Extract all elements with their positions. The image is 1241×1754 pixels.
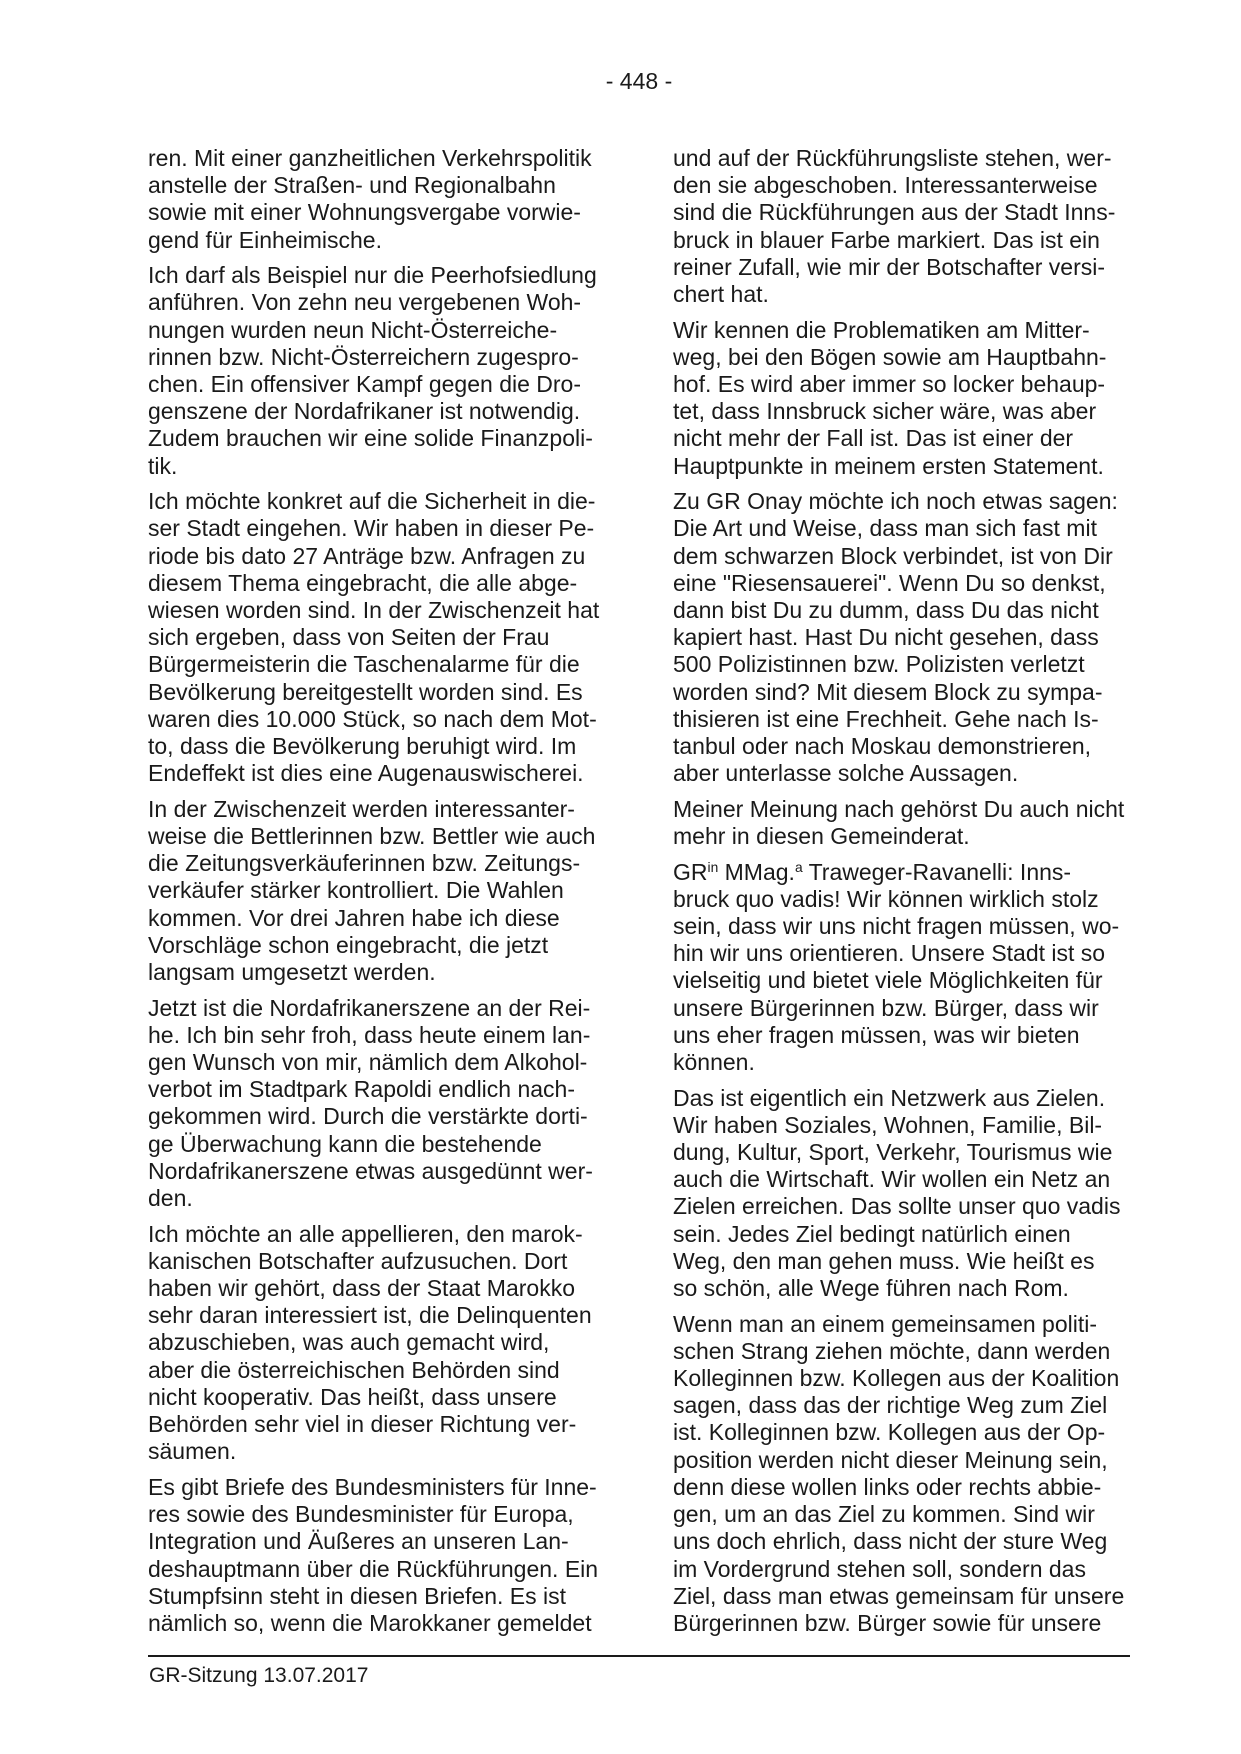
text-line: kommen. Vor drei Jahren habe ich diese <box>148 904 560 931</box>
text-line: verbot im Stadtpark Rapoldi endlich nach- <box>148 1076 576 1103</box>
text-line: sagen, dass das der richtige Weg zum Ziel <box>673 1392 1108 1419</box>
superscript-text: a <box>794 860 803 876</box>
text-line: können. <box>673 1049 755 1076</box>
text-line: 500 Polizistinnen bzw. Polizisten verletzt <box>673 651 1085 678</box>
text-line: nungen wurden neun Nicht-Österreiche- <box>148 316 558 343</box>
paragraph <box>673 488 1183 787</box>
text-line: riode bis dato 27 Anträge bzw. Anfragen zu <box>148 542 586 569</box>
paragraph <box>673 317 1183 480</box>
text-line: Wenn man an einem gemeinsamen politi- <box>673 1310 1098 1337</box>
text-line: nicht mehr der Fall ist. Das ist einer der <box>673 425 1074 452</box>
text-line: sind die Rückführungen aus der Stadt Inns- <box>673 199 1116 226</box>
text-line: Hauptpunkte in meinem ersten Statement. <box>673 452 1104 479</box>
text-line: chen. Ein offensiver Kampf gegen die Dro- <box>148 371 581 398</box>
text-line: tanbul oder nach Moskau demonstrieren, <box>673 733 1092 760</box>
text-line: aber unterlasse solche Aussagen. <box>673 760 1019 787</box>
text-line: uns doch ehrlich, dass nicht der sture Weg <box>673 1528 1108 1555</box>
text-line: mehr in diesen Gemeinderat. <box>673 823 970 850</box>
text-line: Ziel, dass man etwas gemeinsam für unsere <box>673 1582 1125 1609</box>
text-line: weise die Bettlerinnen bzw. Bettler wie auch <box>148 823 596 850</box>
text-line: dem schwarzen Block verbindet, ist von Dir <box>673 542 1113 569</box>
text-line: Bürgermeisterin die Taschenalarme für die <box>148 651 580 678</box>
text-line: gekommen wird. Durch die verstärkte dorti- <box>148 1103 588 1130</box>
text-line: Endeffekt ist dies eine Augenauswischerei. <box>148 760 584 787</box>
text-line: uns eher fragen müssen, was wir bieten <box>673 1021 1080 1048</box>
text-line: die Zeitungsverkäuferinnen bzw. Zeitungs- <box>148 850 581 877</box>
text-segment: GR <box>673 858 708 885</box>
column-left <box>148 145 658 1646</box>
paragraph <box>673 796 1183 850</box>
text-line: den. <box>148 1185 193 1212</box>
text-line: sehr daran interessiert ist, die Delinquenten <box>148 1302 592 1329</box>
text-line: ist. Kolleginnen bzw. Kollegen aus der Op- <box>673 1419 1106 1446</box>
text-line: denn diese wollen links oder rechts abbie- <box>673 1473 1102 1500</box>
text-line: Die Art und Weise, dass man sich fast mit <box>673 515 1097 542</box>
text-line: so schön, alle Wege führen nach Rom. <box>673 1275 1069 1302</box>
text-line: Jetzt ist die Nordafrikanerszene an der Rei- <box>148 994 591 1021</box>
text-line: Zudem brauchen wir eine solide Finanzpoli- <box>148 425 593 452</box>
paragraph <box>148 488 658 787</box>
text-line: im Vordergrund stehen soll, sondern das <box>673 1555 1086 1582</box>
text-line: to, dass die Bevölkerung beruhigt wird. Im <box>148 733 577 760</box>
text-line: nämlich so, wenn die Marokkaner gemeldet <box>148 1609 592 1636</box>
text-line: worden sind? Mit diesem Block zu sympa- <box>673 678 1103 705</box>
text-line: ser Stadt eingehen. Wir haben in dieser Pe- <box>148 515 595 542</box>
text-line: chert hat. <box>673 281 769 308</box>
text-line: sich ergeben, dass von Seiten der Frau <box>148 624 550 651</box>
text-line: waren dies 10.000 Stück, so nach dem Mot- <box>148 705 597 732</box>
text-line: weg, bei den Bögen sowie am Hauptbahn- <box>673 343 1107 370</box>
text-line: und auf der Rückführungsliste stehen, wer- <box>673 145 1112 171</box>
paragraph <box>148 1474 658 1637</box>
paragraph <box>673 1085 1183 1303</box>
text-line: ren. Mit einer ganzheitlichen Verkehrspolitik <box>148 145 592 171</box>
text-line: sowie mit einer Wohnungsvergabe vorwie- <box>148 199 581 226</box>
text-line: haben wir gehört, dass der Staat Marokko <box>148 1275 576 1302</box>
text-line: dann bist Du zu dumm, dass Du das nicht <box>673 597 1099 624</box>
text-line: bruck quo vadis! Wir können wirklich stolz <box>673 885 1099 912</box>
text-line: langsam umgesetzt werden. <box>148 959 436 986</box>
text-line: he. Ich bin sehr froh, dass heute einem lan- <box>148 1021 591 1048</box>
text-line: res sowie des Bundesminister für Europa, <box>148 1501 574 1528</box>
text-line: Ich möchte konkret auf die Sicherheit in die- <box>148 488 596 515</box>
text-line: Weg, den man gehen muss. Wie heißt es <box>673 1247 1095 1274</box>
text-line: anführen. Von zehn neu vergebenen Woh- <box>148 289 582 316</box>
text-line <box>673 859 1183 886</box>
text-line: aber die österreichischen Behörden sind <box>148 1356 560 1383</box>
text-line: sein, dass wir uns nicht fragen müssen, wo- <box>673 913 1120 940</box>
paragraph <box>673 859 1183 1077</box>
text-line: schen Strang ziehen möchte, dann werden <box>673 1337 1111 1364</box>
text-line: Integration und Äußeres an unseren Lan- <box>148 1528 569 1555</box>
superscript-text: in <box>707 860 719 876</box>
text-line: thisieren ist eine Frechheit. Gehe nach Is- <box>673 705 1099 732</box>
footer-text: GR-Sitzung 13.07.2017 <box>149 1664 369 1687</box>
text-line: Es gibt Briefe des Bundesministers für Inne- <box>148 1473 597 1500</box>
text-line: bruck in blauer Farbe markiert. Das ist ein <box>673 226 1100 253</box>
text-line: Wir kennen die Problematiken am Mitter- <box>673 316 1090 343</box>
text-line: In der Zwischenzeit werden interessanter- <box>148 795 575 822</box>
text-line: säumen. <box>148 1438 237 1465</box>
paragraph <box>673 1311 1183 1637</box>
text-line: Nordafrikanerszene etwas ausgedünnt wer- <box>148 1157 593 1184</box>
paragraph <box>148 262 658 480</box>
text-line: anstelle der Straßen- und Regionalbahn <box>148 172 556 199</box>
paragraph <box>148 145 658 254</box>
text-line: Ich möchte an alle appellieren, den marok- <box>148 1220 583 1247</box>
text-line: nicht kooperativ. Das heißt, dass unsere <box>148 1383 557 1410</box>
paragraph <box>148 1221 658 1466</box>
text-line: Stumpfsinn steht in diesen Briefen. Es ist <box>148 1582 567 1609</box>
footer-divider <box>148 1655 1130 1657</box>
text-line: kanischen Botschafter aufzusuchen. Dort <box>148 1247 568 1274</box>
text-line: hin wir uns orientieren. Unsere Stadt ist so <box>673 940 1106 967</box>
text-line: vielseitig und bietet viele Möglichkeiten für <box>673 967 1103 994</box>
text-line: wiesen worden sind. In der Zwischenzeit hat <box>148 597 600 624</box>
text-line: auch die Wirtschaft. Wir wollen ein Netz an <box>673 1166 1111 1193</box>
text-line: Zu GR Onay möchte ich noch etwas sagen: <box>673 488 1118 515</box>
text-line: Bevölkerung bereitgestellt worden sind. Es <box>148 678 583 705</box>
text-line: reiner Zufall, wie mir der Botschafter versi- <box>673 253 1106 280</box>
text-line: genszene der Nordafrikaner ist notwendig. <box>148 398 581 425</box>
text-line: ge Überwachung kann die bestehende <box>148 1130 542 1157</box>
text-line: Bürgerinnen bzw. Bürger sowie für unsere <box>673 1609 1102 1636</box>
text-line: gen Wunsch von mir, nämlich dem Alkohol- <box>148 1049 588 1076</box>
text-line: tet, dass Innsbruck sicher wäre, was aber <box>673 398 1097 425</box>
text-line: gend für Einheimische. <box>148 226 382 253</box>
text-line: verkäufer stärker kontrolliert. Die Wahlen <box>148 877 564 904</box>
text-line: Meiner Meinung nach gehörst Du auch nicht <box>673 795 1125 822</box>
text-line: rinnen bzw. Nicht-Österreichern zugespro- <box>148 343 579 370</box>
text-line: Vorschläge schon eingebracht, die jetzt <box>148 931 549 958</box>
text-line: gen, um an das Ziel zu kommen. Sind wir <box>673 1501 1095 1528</box>
text-line: deshauptmann über die Rückführungen. Ein <box>148 1555 599 1582</box>
paragraph <box>148 995 658 1213</box>
text-line: Kolleginnen bzw. Kollegen aus der Koalition <box>673 1365 1120 1392</box>
text-segment: Traweger-Ravanelli: Inns- <box>802 858 1072 885</box>
text-line: Wir haben Soziales, Wohnen, Familie, Bil- <box>673 1111 1103 1138</box>
text-line: Das ist eigentlich ein Netzwerk aus Zielen. <box>673 1084 1106 1111</box>
text-line: sein. Jedes Ziel bedingt natürlich einen <box>673 1220 1071 1247</box>
text-line: hof. Es wird aber immer so locker behaup- <box>673 371 1106 398</box>
text-line: position werden nicht dieser Meinung sein, <box>673 1446 1108 1473</box>
text-line: Zielen erreichen. Das sollte unser quo vadis <box>673 1193 1121 1220</box>
text-line: den sie abgeschoben. Interessanterweise <box>673 172 1098 199</box>
paragraph <box>673 145 1183 308</box>
text-line: abzuschieben, was auch gemacht wird, <box>148 1329 550 1356</box>
text-line: unsere Bürgerinnen bzw. Bürger, dass wir <box>673 994 1099 1021</box>
text-line: Ich darf als Beispiel nur die Peerhofsiedlung <box>148 262 597 289</box>
column-right <box>673 145 1183 1646</box>
text-line: Behörden sehr viel in dieser Richtung ver- <box>148 1411 577 1438</box>
text-line: diesem Thema eingebracht, die alle abge- <box>148 569 578 596</box>
text-line: tik. <box>148 452 178 479</box>
text-segment: MMag. <box>718 858 795 885</box>
paragraph <box>148 796 658 986</box>
page-number: - 448 - <box>605 68 673 94</box>
text-line: eine "Riesensauerei". Wenn Du so denkst, <box>673 569 1106 596</box>
text-line: kapiert hast. Hast Du nicht gesehen, dass <box>673 624 1099 651</box>
text-line: dung, Kultur, Sport, Verkehr, Tourismus wie <box>673 1139 1113 1166</box>
